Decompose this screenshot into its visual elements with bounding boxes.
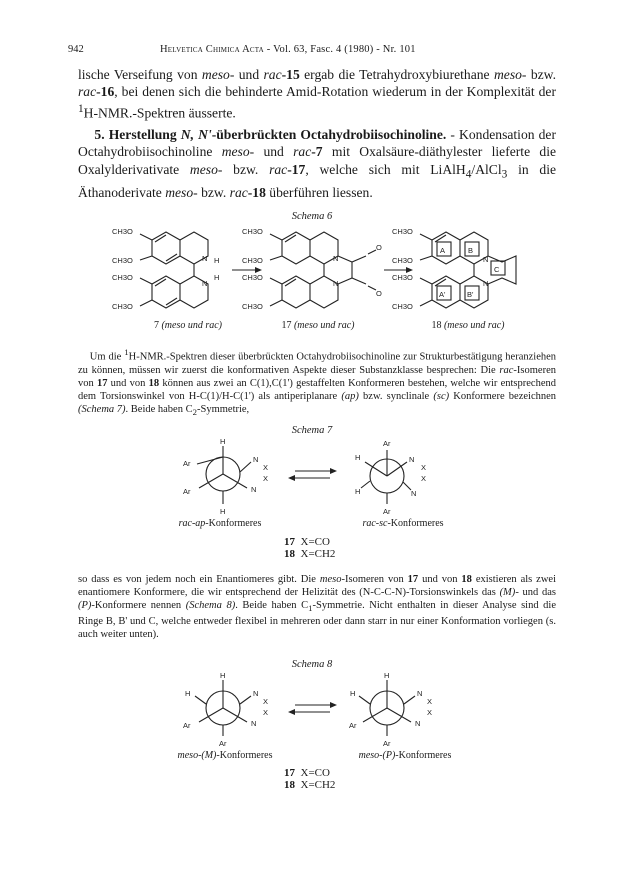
rac-sc-label: rac-sc-Konformeres xyxy=(362,518,444,529)
svg-text:Ar: Ar xyxy=(183,487,191,496)
svg-text:H: H xyxy=(220,507,226,516)
svg-text:CH3O: CH3O xyxy=(392,227,413,236)
svg-text:Ar: Ar xyxy=(383,507,391,516)
svg-text:N: N xyxy=(417,689,423,698)
svg-text:Ar: Ar xyxy=(219,739,227,748)
svg-text:X: X xyxy=(421,474,427,483)
schema-6-figure xyxy=(110,222,530,330)
svg-text:B: B xyxy=(468,246,474,255)
svg-text:N: N xyxy=(202,279,208,288)
svg-text:X: X xyxy=(263,474,269,483)
svg-text:CH3O: CH3O xyxy=(242,227,263,236)
paragraph-3: Um die $^1$H-NMR.-Spektren dieser überbrückten Octahydrobiisochinoline zur Strukturbestätigung heranziehen zu können, müssen wir zuerst die konformativen Aspekte dieser Substanzklasse besprechen: Die rac-Isomeren von 17 und von 18 können aus zwei an C(1),C(1') gestaffelten Konformeren bestehen, welche wir entsprechend dem Torsionswinkel von H-C(1)/H-C(1') als antiperiplanare (ap) bzw. synclinale (sc) Konformere bezeichnen (Schema 7). Beide haben $C_2$-Symmetrie, xyxy=(78,347,557,417)
svg-text:X: X xyxy=(427,708,433,717)
section-heading: 5. Herstellung N, N'-überbrückten Octahydrobiisochinoline. xyxy=(94,127,447,142)
svg-text:H: H xyxy=(355,487,361,496)
substituent-list-7: 17 X=CO 18 X=CH2 xyxy=(284,536,336,560)
svg-text:CH3O: CH3O xyxy=(112,227,133,236)
svg-text:CH3O: CH3O xyxy=(392,302,413,311)
svg-text:CH3O: CH3O xyxy=(392,273,413,282)
compound-18-label: 18 (meso und rac) xyxy=(431,320,505,331)
svg-text:N: N xyxy=(333,279,339,288)
schema-8-figure xyxy=(175,670,465,750)
svg-text:Ar: Ar xyxy=(183,459,191,468)
equilibrium-arrow-left xyxy=(288,475,295,481)
svg-text:A': A' xyxy=(439,290,446,299)
svg-text:Ar: Ar xyxy=(383,739,391,748)
substituent-list-8: 17 X=CO 18 X=CH2 xyxy=(284,767,336,791)
rac-ap-label: rac-ap-Konformeres xyxy=(178,518,262,529)
equilibrium-arrow-right xyxy=(330,468,337,474)
schema-8-title: Schema 8 xyxy=(291,659,333,670)
svg-text:X: X xyxy=(263,463,269,472)
svg-text:Ar: Ar xyxy=(383,439,391,448)
svg-text:N: N xyxy=(411,489,417,498)
svg-text:N: N xyxy=(253,689,259,698)
svg-text:N: N xyxy=(202,254,208,263)
svg-text:CH3O: CH3O xyxy=(112,302,133,311)
svg-text:Ar: Ar xyxy=(183,721,191,730)
svg-text:N: N xyxy=(251,485,257,494)
svg-text:N: N xyxy=(483,279,489,288)
svg-text:H: H xyxy=(214,256,220,265)
schema-7-figure xyxy=(175,436,465,516)
svg-text:X: X xyxy=(263,708,269,717)
svg-text:CH3O: CH3O xyxy=(112,273,133,282)
compound-17-label: 17 (meso und rac) xyxy=(281,320,355,331)
svg-text:H: H xyxy=(220,437,226,446)
svg-text:H: H xyxy=(350,689,356,698)
svg-text:Ar: Ar xyxy=(349,721,357,730)
meso-m-label: meso-(M)-Konformeres xyxy=(177,750,273,761)
svg-text:N: N xyxy=(483,255,489,264)
svg-text:CH3O: CH3O xyxy=(242,273,263,282)
page-number: 942 xyxy=(68,44,84,55)
svg-text:A: A xyxy=(440,246,446,255)
schema-7-title: Schema 7 xyxy=(291,425,333,436)
svg-text:CH3O: CH3O xyxy=(392,256,413,265)
svg-text:O: O xyxy=(376,289,382,298)
svg-text:N: N xyxy=(251,719,257,728)
equilibrium-arrow-left xyxy=(288,709,295,715)
svg-text:N: N xyxy=(333,254,339,263)
equilibrium-arrow-right xyxy=(330,702,337,708)
svg-text:C: C xyxy=(494,265,500,274)
schema-6-title: Schema 6 xyxy=(291,211,333,222)
svg-text:CH3O: CH3O xyxy=(112,256,133,265)
svg-text:N: N xyxy=(409,455,415,464)
compound-7-label: 7 (meso und rac) xyxy=(153,320,223,331)
meso-p-label: meso-(P)-Konformeres xyxy=(358,750,452,761)
svg-text:X: X xyxy=(263,697,269,706)
paragraph-1: lische Verseifung von meso- und rac-15 ergab die Tetrahydroxybiurethane meso- bzw. rac-16, bei denen sich die behinderte Amid-Rotation wiederum in der Komplexität der $^1$H-NMR.-Spektren äusserte. xyxy=(78,67,556,121)
svg-text:X: X xyxy=(427,697,433,706)
svg-text:H: H xyxy=(384,671,390,680)
svg-text:O: O xyxy=(376,243,382,252)
paragraph-4: so dass es von jedem noch ein Enantiomeres gibt. Die meso-Isomeren von 17 und von 18 existieren als zwei enantiomere Konformere, die wir entsprechend der Helizität des (N-C-C-N)-Torsionswinkels das (M)- und das (P)-Konformere nennen (Schema 8). Beide haben $C_1$-Symmetrie. Nicht enthalten in dieser Analyse sind die Ringe B, B' und C, welche entweder flexibel in mehreren oder dann starr in nur einer Konformation vorliegen (s. auch weiter unten). xyxy=(78,574,556,641)
svg-text:B': B' xyxy=(467,290,474,299)
svg-text:H: H xyxy=(185,689,191,698)
svg-text:H: H xyxy=(214,273,220,282)
svg-text:H: H xyxy=(220,671,226,680)
svg-text:H: H xyxy=(355,453,361,462)
svg-text:CH3O: CH3O xyxy=(242,302,263,311)
svg-text:CH3O: CH3O xyxy=(242,256,263,265)
svg-text:N: N xyxy=(253,455,259,464)
svg-text:N: N xyxy=(415,719,421,728)
journal-title: Helvetica Chimica Acta - Vol. 63, Fasc. 4 (1980) - Nr. 101 xyxy=(160,44,416,55)
svg-text:X: X xyxy=(421,463,427,472)
paragraph-2: 5. Herstellung N, N'-überbrückten Octahydrobiisochinoline. - Kondensation der Octahydrobiisochinoline meso- und rac-7 mit Oxalsäure-diäthylester lieferte die Oxalylderivativate meso- bzw. rac-17, welche sich mit LiAlH$_4$/AlCl$_3$ in die Äthanoderivate meso- bzw. rac-18 überführen liessen. xyxy=(78,127,556,200)
